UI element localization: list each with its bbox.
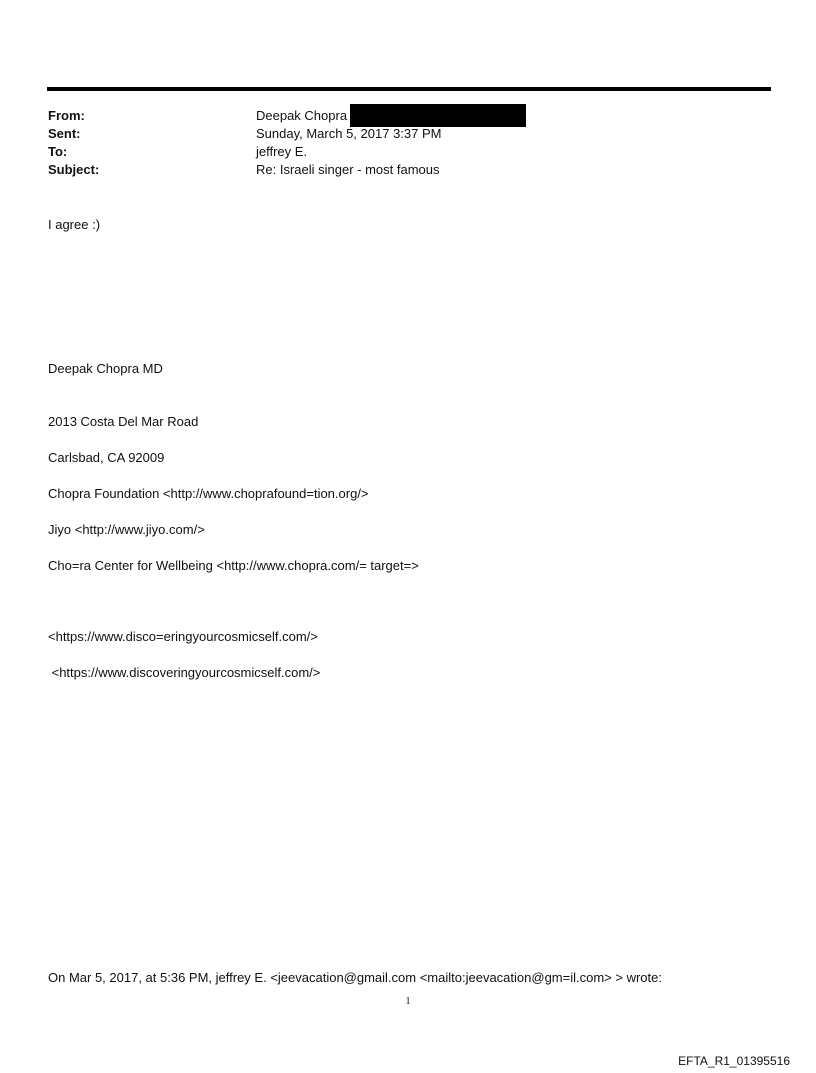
link-chopra-center: Cho=ra Center for Wellbeing <http://www.chopra.com/= target=> xyxy=(48,558,419,573)
page-number: 1 xyxy=(405,996,411,1007)
subject-value: Re: Israeli singer - most famous xyxy=(256,162,440,177)
address-line-1: 2013 Costa Del Mar Road xyxy=(48,414,199,429)
redaction-box xyxy=(350,104,526,127)
link-cosmic-self-2: <https://www.discoveringyourcosmicself.com/> xyxy=(48,665,321,680)
to-label: To: xyxy=(48,144,68,159)
header-rule xyxy=(47,87,771,91)
to-value: jeffrey E. xyxy=(256,144,308,159)
sent-label: Sent: xyxy=(48,126,81,141)
sent-value: Sunday, March 5, 2017 3:37 PM xyxy=(256,126,442,141)
signature-name: Deepak Chopra MD xyxy=(48,361,163,376)
from-label: From: xyxy=(48,108,85,123)
address-line-2: Carlsbad, CA 92009 xyxy=(48,450,165,465)
link-cosmic-self-1: <https://www.disco=eringyourcosmicself.com/> xyxy=(48,629,318,644)
from-value: Deepak Chopra xyxy=(256,108,348,123)
bates-id: EFTA_R1_01395516 xyxy=(678,1054,790,1068)
message-text: I agree :) xyxy=(48,217,101,232)
subject-label: Subject: xyxy=(48,162,100,177)
link-chopra-foundation: Chopra Foundation <http://www.choprafound=tion.org/> xyxy=(48,486,369,501)
quoted-intro: On Mar 5, 2017, at 5:36 PM, jeffrey E. <jeevacation@gmail.com <mailto:jeevacation@gm=il.com> > wrote: xyxy=(48,970,662,985)
link-jiyo: Jiyo <http://www.jiyo.com/> xyxy=(48,522,205,537)
